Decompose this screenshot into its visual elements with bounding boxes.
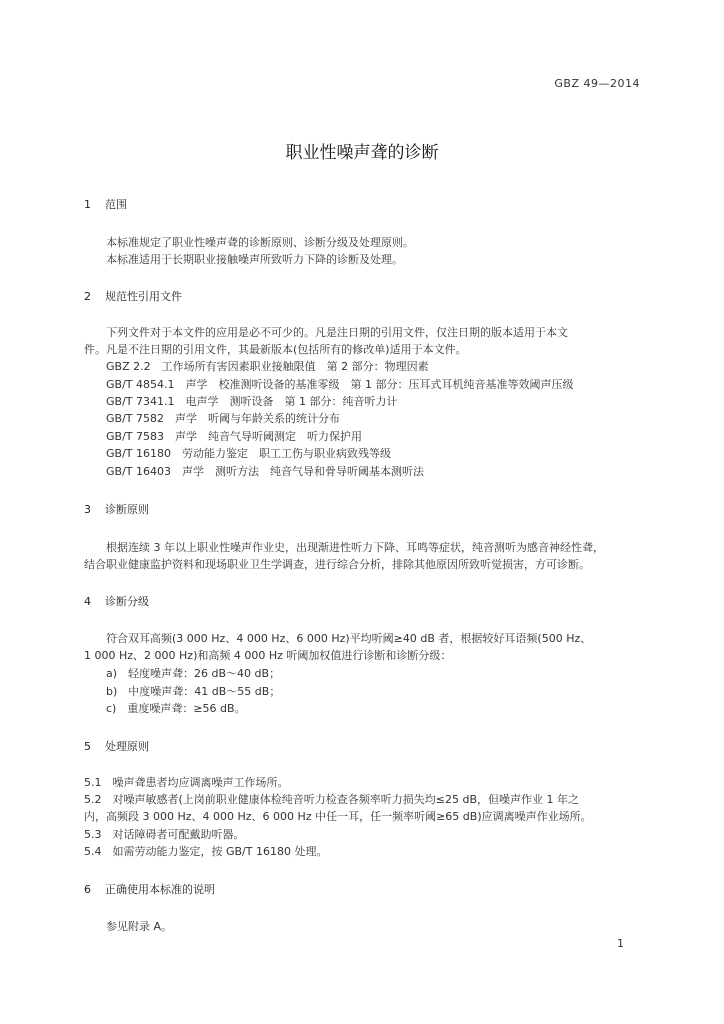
section-title: 诊断原则 bbox=[105, 503, 149, 516]
section-3-heading bbox=[84, 501, 149, 517]
section-number: 4 bbox=[84, 595, 91, 608]
paragraph: 本标准规定了职业性噪声聋的诊断原则、诊断分级及处理原则。 bbox=[106, 236, 414, 249]
section-2-heading bbox=[84, 288, 182, 304]
section-title: 诊断分级 bbox=[105, 595, 149, 608]
standard-number: GBZ 49—2014 bbox=[554, 77, 640, 90]
reference-item: GB/T 7583 声学 纯音气导听阈测定 听力保护用 bbox=[106, 430, 362, 443]
clause: 5.4 如需劳动能力鉴定，按 GB/T 16180 处理。 bbox=[84, 845, 328, 858]
reference-item: GB/T 16180 劳动能力鉴定 职工工伤与职业病致残等级 bbox=[106, 447, 391, 460]
paragraph-continuation: 件。凡是不注日期的引用文件，其最新版本(包括所有的修改单)适用于本文件。 bbox=[84, 343, 467, 356]
page-number: 1 bbox=[617, 937, 624, 950]
document-title: 职业性噪声聋的诊断 bbox=[285, 143, 439, 163]
clause: 5.2 对噪声敏感者(上岗前职业健康体检纯音听力检查各频率听力损失均≤25 dB，但噪声作业 1 年之 bbox=[84, 793, 580, 806]
section-number: 3 bbox=[84, 503, 91, 516]
section-title: 正确使用本标准的说明 bbox=[105, 883, 215, 896]
reference-item: GBZ 2.2 工作场所有害因素职业接触限值 第 2 部分：物理因素 bbox=[106, 360, 429, 373]
clause-continuation: 内，高频段 3 000 Hz、4 000 Hz、6 000 Hz 中任一耳，任一频率听阈≥65 dB)应调离噪声作业场所。 bbox=[84, 810, 592, 823]
grade-item: a) 轻度噪声聋：26 dB～40 dB； bbox=[106, 667, 281, 680]
grade-item: c) 重度噪声聋：≥56 dB。 bbox=[106, 702, 246, 715]
paragraph: 下列文件对于本文件的应用是必不可少的。凡是注日期的引用文件，仅注日期的版本适用于本文 bbox=[106, 326, 568, 339]
section-number: 5 bbox=[84, 740, 91, 753]
reference-item: GB/T 7341.1 电声学 测听设备 第 1 部分：纯音听力计 bbox=[106, 395, 398, 408]
paragraph: 符合双耳高频(3 000 Hz、4 000 Hz、6 000 Hz)平均听阈≥40 dB 者，根据较好耳语频(500 Hz、 bbox=[106, 632, 592, 645]
clause: 5.3 对话障碍者可配戴助听器。 bbox=[84, 828, 245, 841]
section-title: 规范性引用文件 bbox=[105, 290, 182, 303]
section-number: 2 bbox=[84, 290, 91, 303]
grade-item: b) 中度噪声聋：41 dB～55 dB； bbox=[106, 685, 281, 698]
section-number: 1 bbox=[84, 198, 91, 211]
section-6-heading bbox=[84, 881, 215, 897]
paragraph: 根据连续 3 年以上职业性噪声作业史，出现渐进性听力下降、耳鸣等症状，纯音测听为感音神经性聋， bbox=[106, 541, 604, 554]
section-title: 处理原则 bbox=[105, 740, 149, 753]
paragraph-continuation: 1 000 Hz、2 000 Hz)和高频 4 000 Hz 听阈加权值进行诊断和诊断分级： bbox=[84, 649, 452, 662]
section-1-heading bbox=[84, 196, 127, 212]
clause: 5.1 噪声聋患者均应调离噪声工作场所。 bbox=[84, 776, 289, 789]
reference-item: GB/T 4854.1 声学 校准测听设备的基准零级 第 1 部分：压耳式耳机纯音基准等效阈声压级 bbox=[106, 378, 574, 391]
paragraph: 参见附录 A。 bbox=[106, 920, 173, 933]
section-5-heading bbox=[84, 738, 149, 754]
paragraph: 本标准适用于长期职业接触噪声所致听力下降的诊断及处理。 bbox=[106, 253, 403, 266]
section-title: 范围 bbox=[105, 198, 127, 211]
section-4-heading bbox=[84, 593, 149, 609]
reference-item: GB/T 16403 声学 测听方法 纯音气导和骨导听阈基本测听法 bbox=[106, 465, 424, 478]
reference-item: GB/T 7582 声学 听阈与年龄关系的统计分布 bbox=[106, 412, 340, 425]
paragraph-continuation: 结合职业健康监护资料和现场职业卫生学调查，进行综合分析，排除其他原因所致听觉损害，方可诊断。 bbox=[84, 558, 590, 571]
section-number: 6 bbox=[84, 883, 91, 896]
